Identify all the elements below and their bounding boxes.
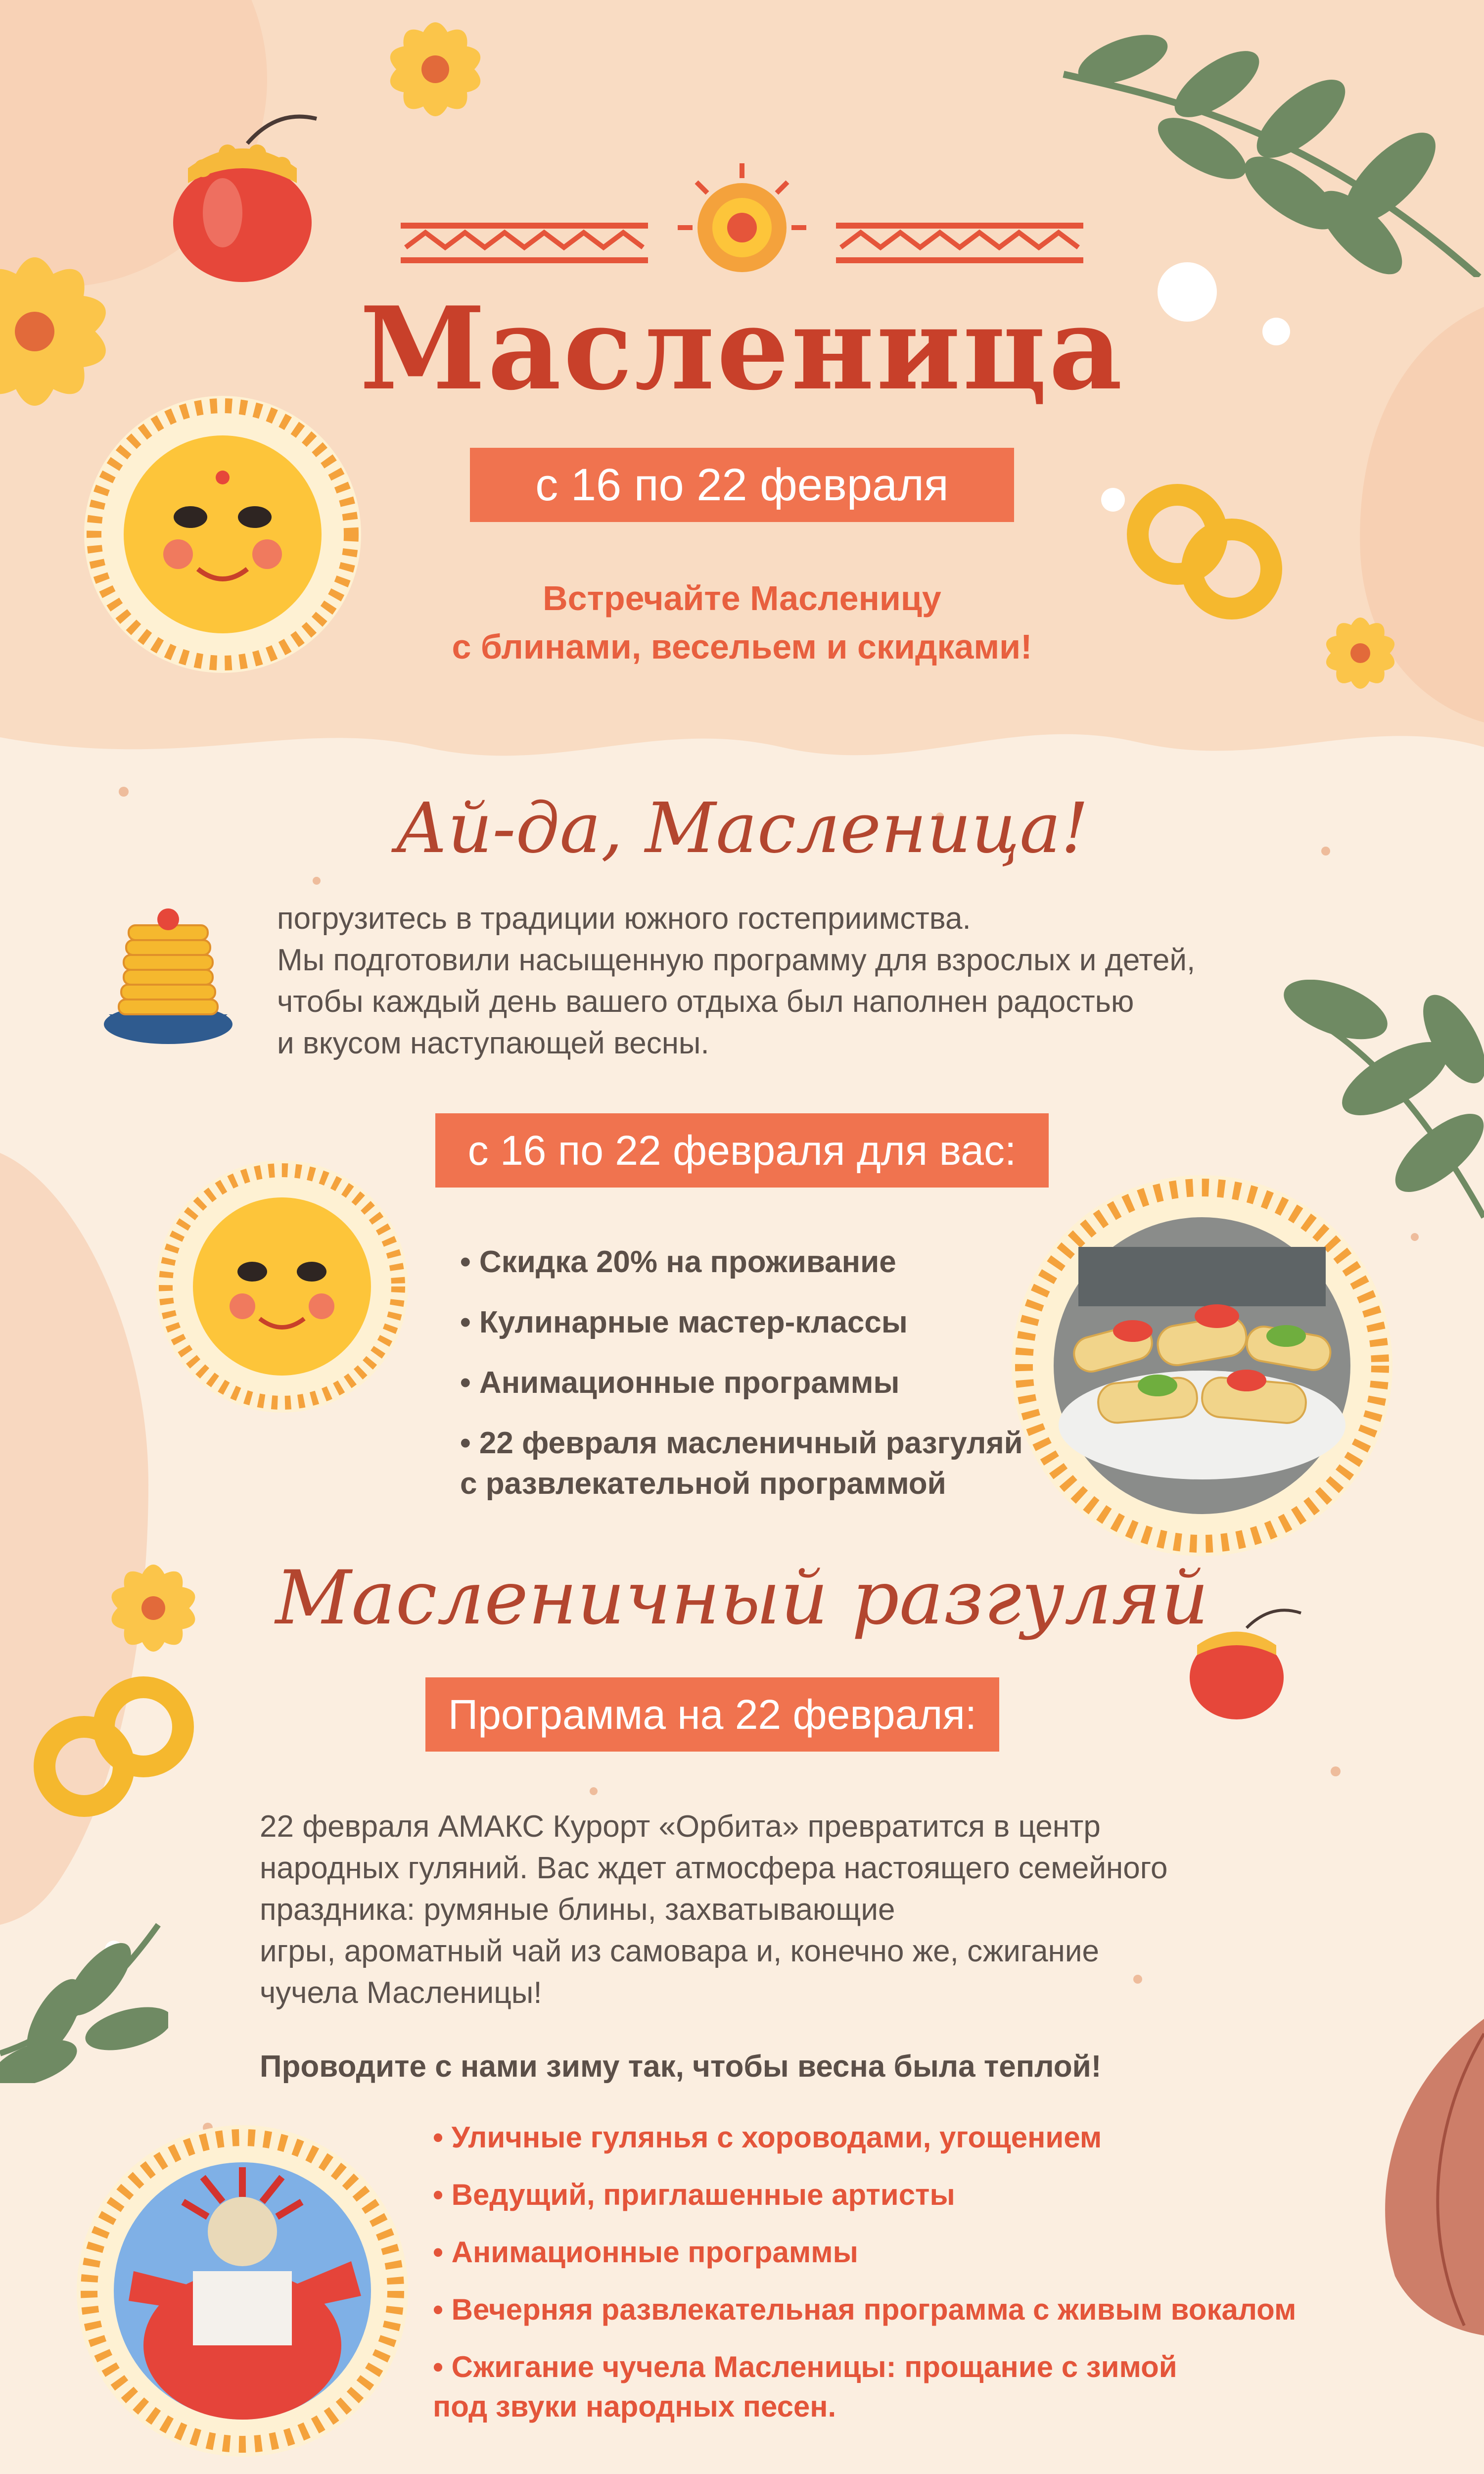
tagline-line-2: с блинами, весельем и скидками! — [452, 627, 1032, 666]
ornament-divider — [396, 158, 1088, 287]
program-ribbon-label: Программа на 22 февраля: — [448, 1691, 977, 1738]
list-item: • 22 февраля масленичный разгуляй — [460, 1426, 1023, 1460]
intro-line: и вкусом наступающей весны. — [277, 1026, 709, 1060]
offers-ribbon — [435, 1113, 1049, 1188]
festival-heading: Масленичный разгуляй — [275, 1555, 1209, 1641]
festival-line: 22 февраля АМАКС Курорт «Орбита» превратится в центр — [260, 1809, 1101, 1844]
festival-line: народных гуляний. Вас ждет атмосфера настоящего семейного — [260, 1851, 1168, 1885]
list-item: • Ведущий, приглашенные артисты — [433, 2178, 955, 2211]
offers-list — [460, 1242, 1054, 1524]
list-item: • Сжигание чучела Масленицы: прощание с зимой — [433, 2350, 1177, 2383]
list-item: • Кулинарные мастер-классы — [460, 1305, 908, 1339]
honey-jar-icon — [1177, 1598, 1306, 1727]
festival-slogan: Проводите с нами зиму так, чтобы весна была теплой! — [260, 2049, 1102, 2084]
page-title: Масленица — [359, 282, 1125, 416]
tagline-line-1: Встречайте Масленицу — [543, 579, 941, 618]
list-item: • Анимационные программы — [460, 1366, 900, 1400]
sun-face-icon — [153, 1158, 411, 1415]
pancake-stack-icon — [99, 901, 237, 1049]
program-ribbon — [425, 1677, 999, 1752]
offers-ribbon-label: с 16 по 22 февраля для вас: — [467, 1127, 1017, 1174]
list-item: • Скидка 20% на проживание — [460, 1245, 896, 1279]
intro-line: чтобы каждый день вашего отдыха был наполнен радостью — [277, 985, 1134, 1019]
hero-tagline — [0, 574, 1484, 671]
festival-line: чучела Масленицы! — [260, 1976, 542, 2010]
list-item: • Вечерняя развлекательная программа с живым вокалом — [433, 2293, 1297, 2326]
bagel-icon — [30, 1672, 198, 1821]
festival-line: праздника: румяные блины, захватывающие — [260, 1893, 895, 1927]
intro-heading: Ай-да, Масленица! — [395, 788, 1089, 869]
festival-line: игры, ароматный чай из самовара и, конечно же, сжигание — [260, 1934, 1100, 1968]
intro-text — [277, 898, 1266, 1064]
flower-icon — [376, 10, 495, 129]
intro-line: Мы подготовили насыщенную программу для взрослых и детей, — [277, 943, 1196, 977]
dates-label: с 16 по 22 февраля — [535, 460, 949, 510]
pancakes-photo — [1009, 1173, 1395, 1559]
honey-jar-icon — [148, 99, 336, 287]
intro-line: погрузитесь в традиции южного гостеприимства. — [277, 902, 971, 936]
list-item: под звуки народных песен. — [433, 2390, 836, 2423]
list-item: с развлекательной программой — [460, 1467, 946, 1501]
leaf-branch-icon — [1054, 0, 1484, 277]
list-item: • Анимационные программы — [433, 2236, 858, 2269]
list-item: • Уличные гулянья с хороводами, угощением — [433, 2121, 1102, 2154]
festival-text — [260, 1806, 1249, 2014]
program-list — [433, 2118, 1422, 2444]
leaf-branch-icon — [0, 1905, 168, 2083]
dates-ribbon — [470, 448, 1014, 522]
maslenitsa-effigy-photo — [74, 2123, 411, 2459]
